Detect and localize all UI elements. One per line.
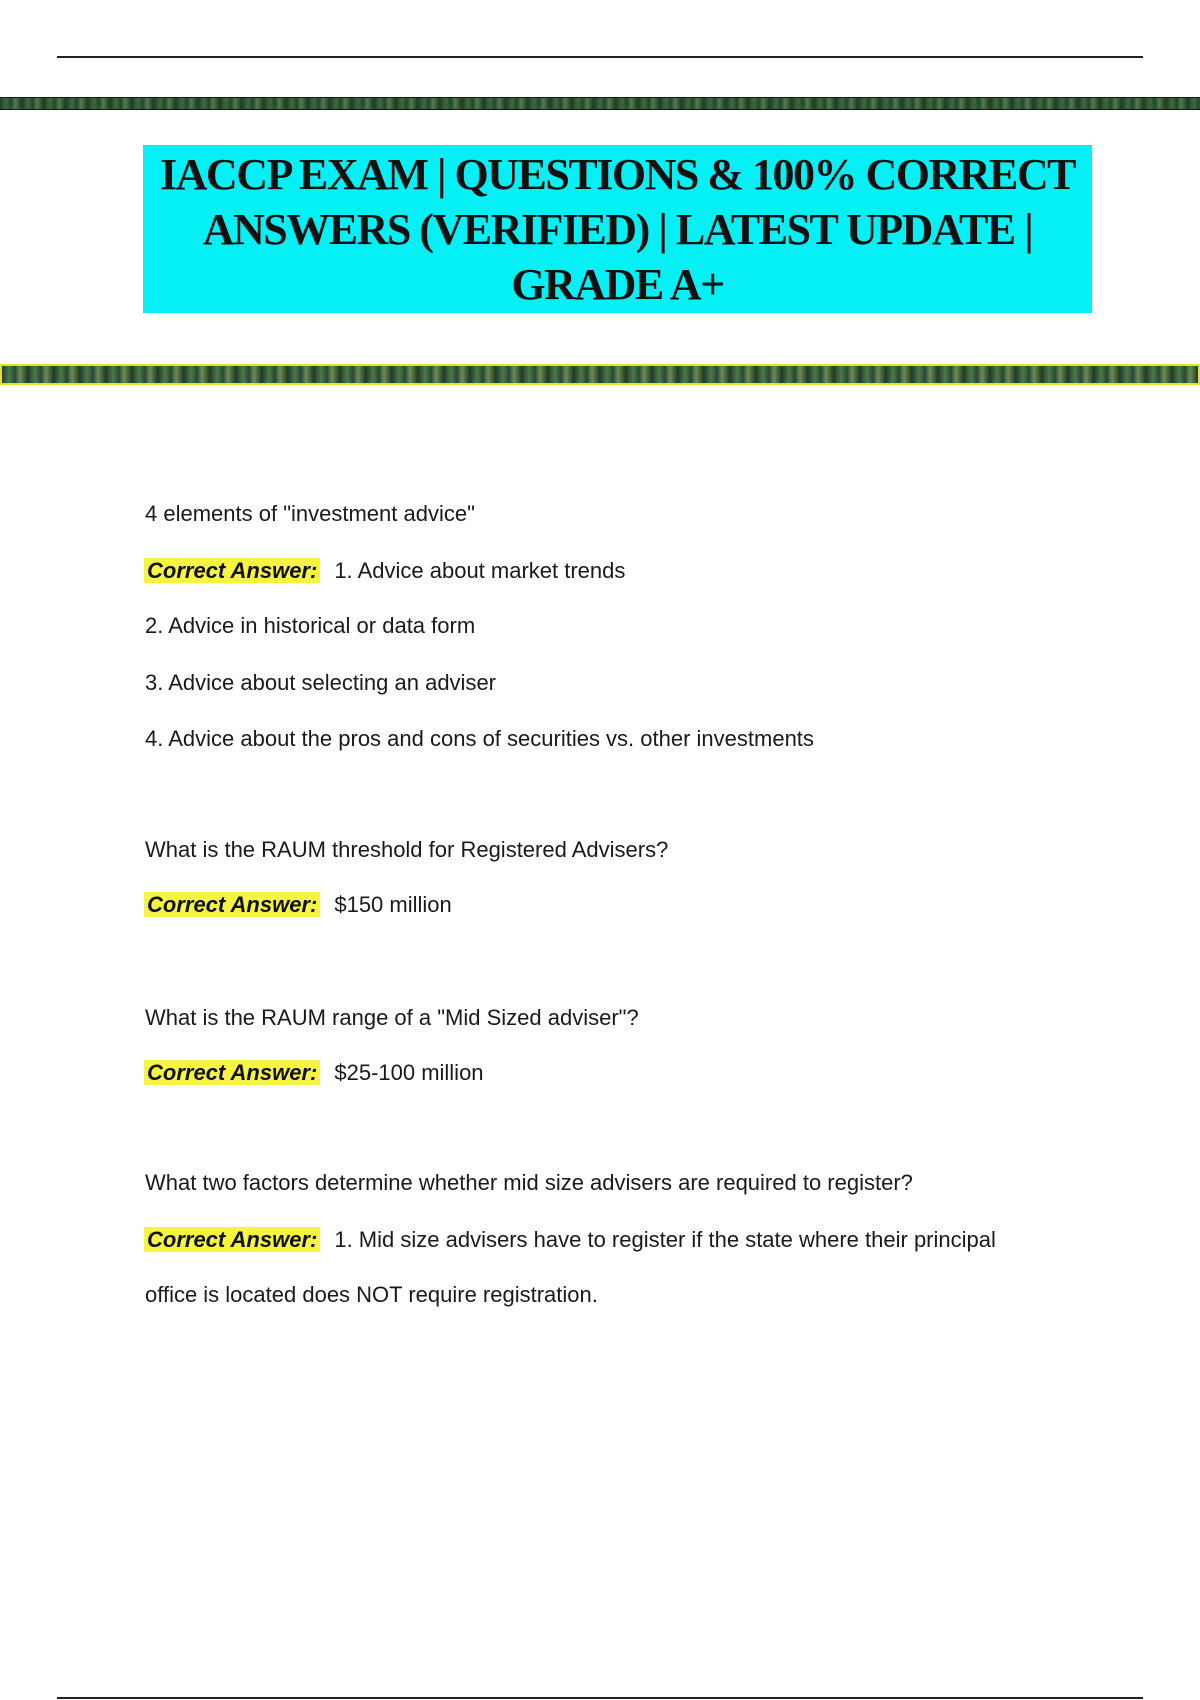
answer-text: $150 million <box>334 892 452 917</box>
question-text: What is the RAUM range of a "Mid Sized adviser"? <box>145 1005 639 1030</box>
answer-line <box>145 557 625 585</box>
correct-answer-label: Correct Answer: <box>144 1227 320 1252</box>
document-title: IACCP EXAM | QUESTIONS & 100% CORRECT ANSWERS (VERIFIED) | LATEST UPDATE | GRADE A+ <box>160 149 1075 309</box>
decorative-band-bottom <box>0 364 1200 385</box>
title-banner <box>143 145 1092 313</box>
question-text: 4 elements of "investment advice" <box>145 501 475 526</box>
correct-answer-label: Correct Answer: <box>144 558 320 583</box>
answer-text: office is located does NOT require registration. <box>145 1282 598 1307</box>
answer-text: 1. Advice about market trends <box>334 558 626 583</box>
answer-line <box>145 891 452 919</box>
correct-answer-label: Correct Answer: <box>144 1060 320 1085</box>
correct-answer-label: Correct Answer: <box>144 892 320 917</box>
answer-text: $25-100 million <box>334 1060 484 1085</box>
footer-rule <box>57 1697 1143 1699</box>
header-rule <box>57 56 1143 58</box>
answer-text: 4. Advice about the pros and cons of securities vs. other investments <box>145 726 814 751</box>
answer-line <box>145 1059 484 1087</box>
answer-line <box>145 1226 996 1254</box>
question-text: What two factors determine whether mid size advisers are required to register? <box>145 1170 913 1195</box>
decorative-band-top <box>0 97 1200 110</box>
answer-text: 1. Mid size advisers have to register if the state where their principal <box>334 1227 996 1252</box>
answer-text: 3. Advice about selecting an adviser <box>145 670 497 695</box>
answer-text: 2. Advice in historical or data form <box>145 613 476 638</box>
question-text: What is the RAUM threshold for Registered Advisers? <box>145 837 669 862</box>
